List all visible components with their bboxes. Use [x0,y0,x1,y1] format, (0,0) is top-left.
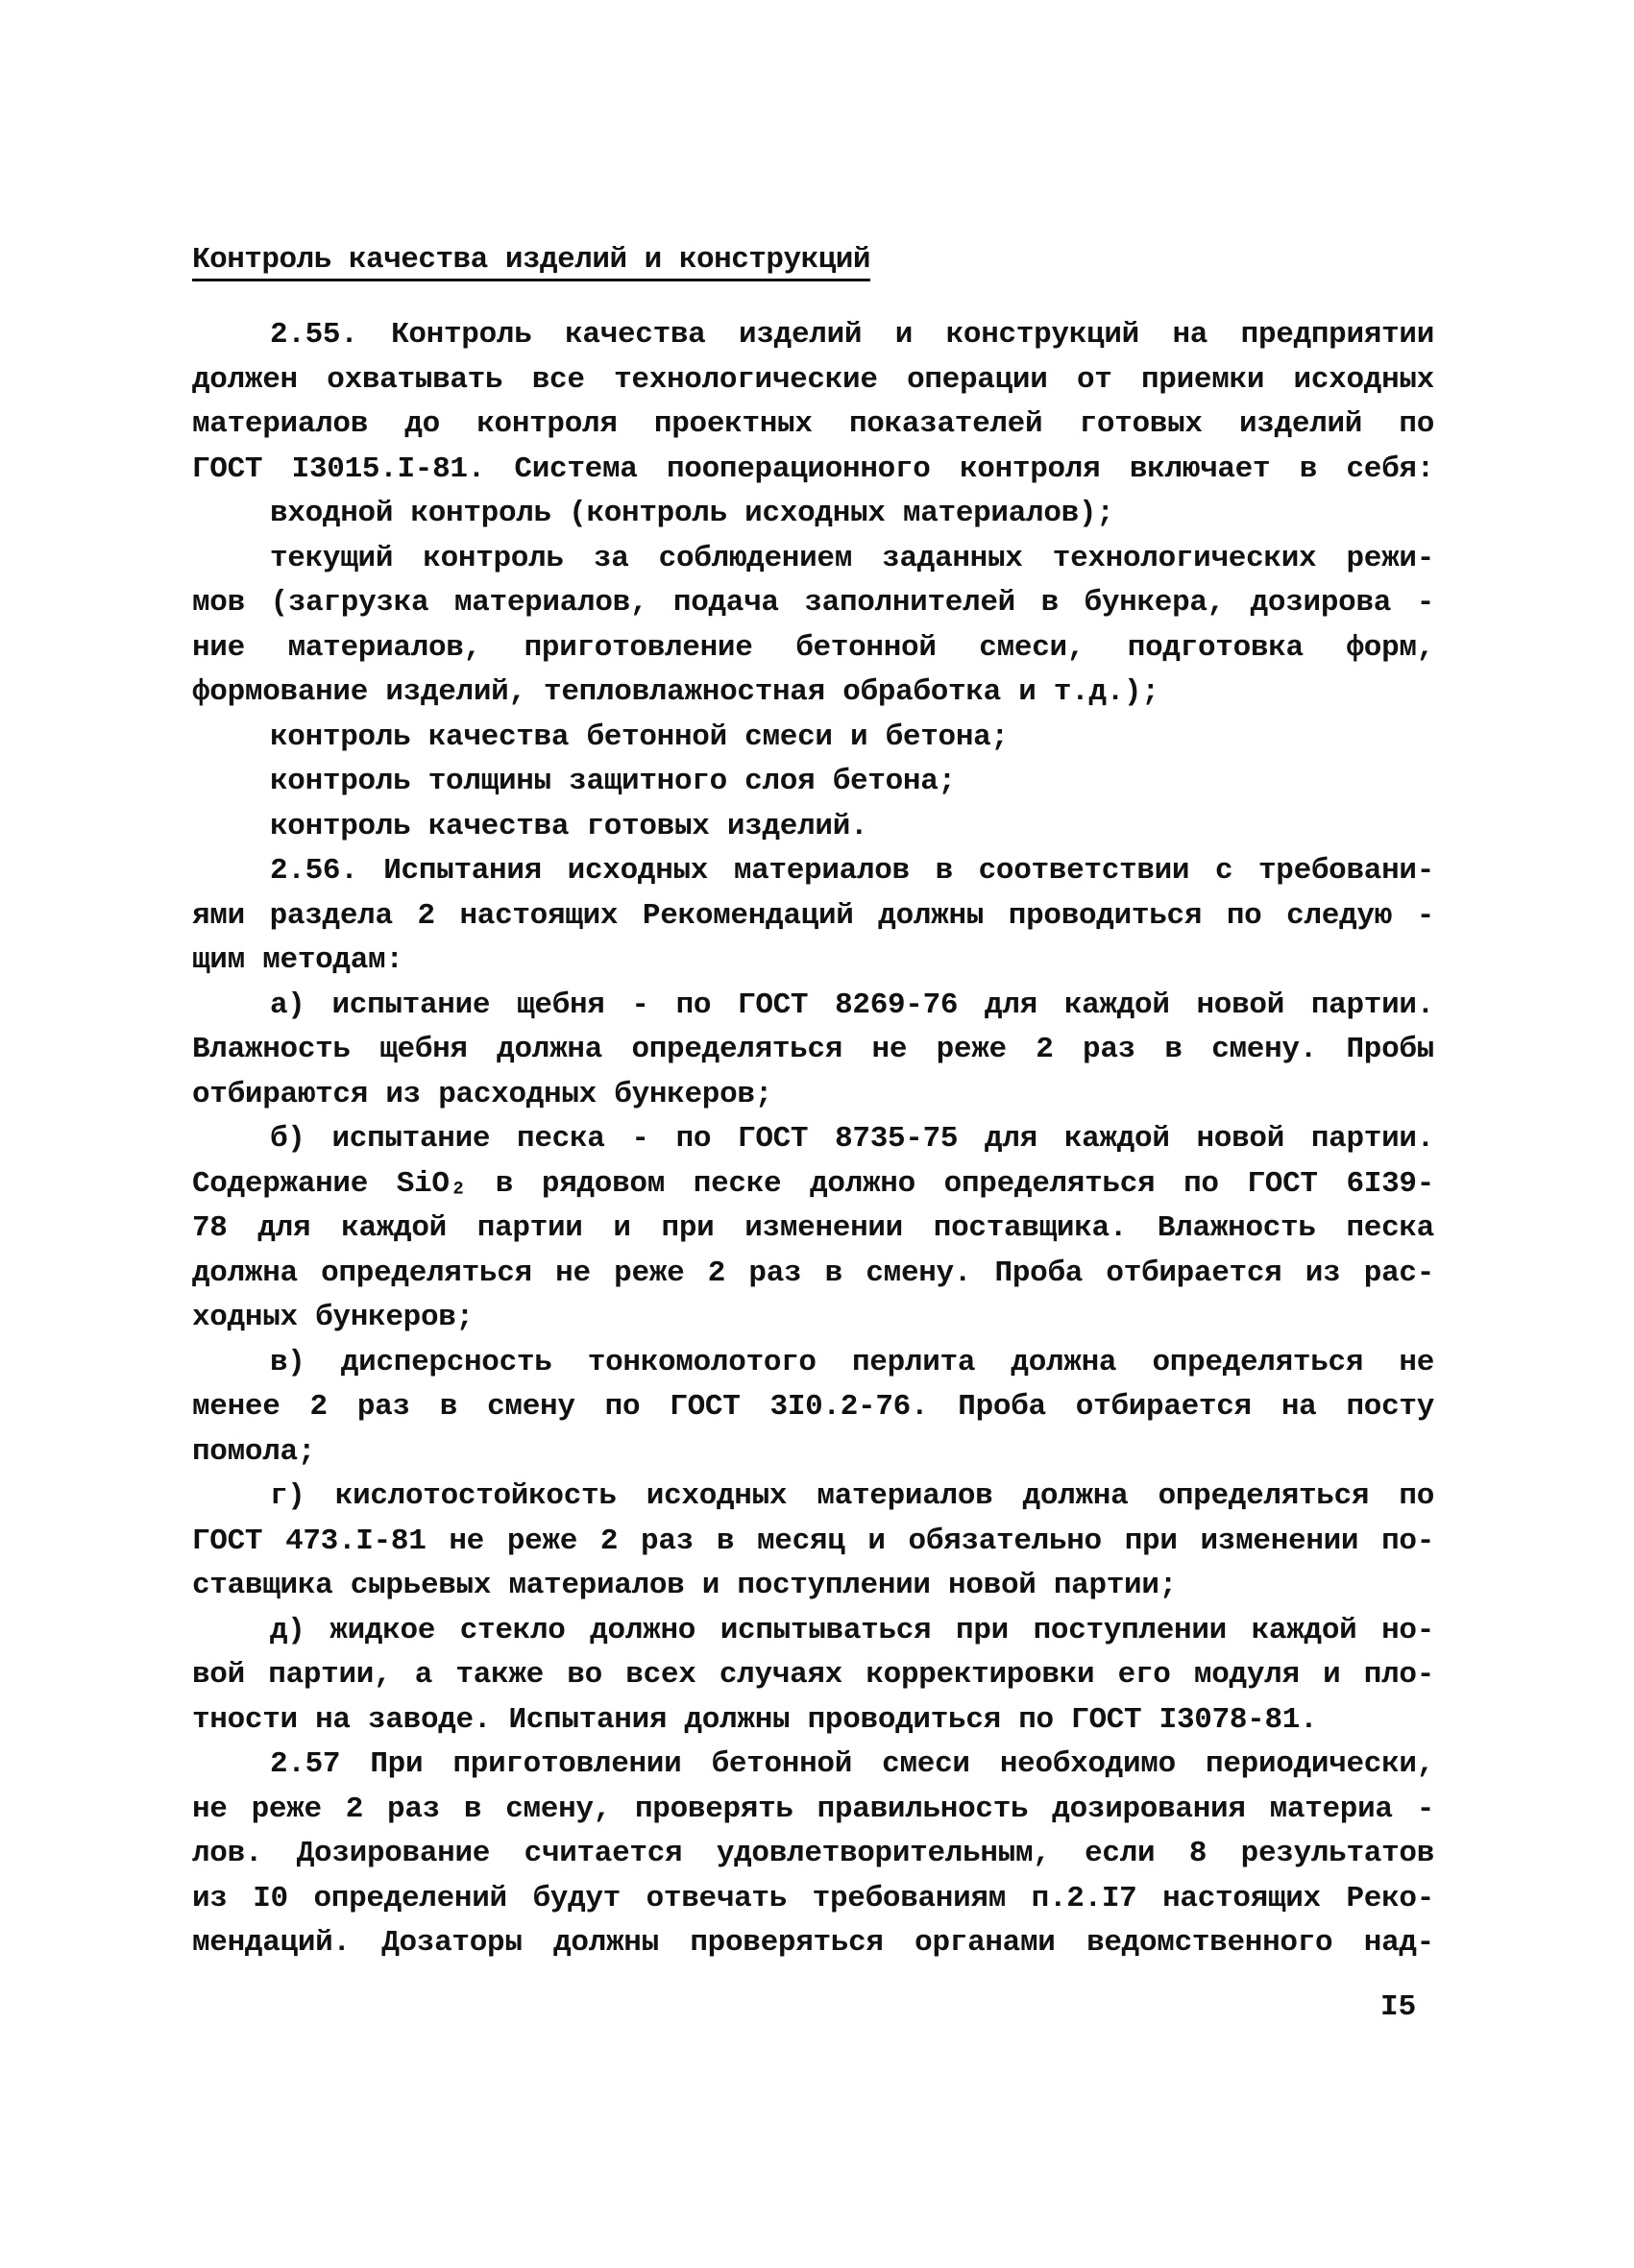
text-line: тности на заводе. Испытания должны проводиться по ГОСТ I3078-81. [192,1702,1318,1737]
text-line: Влажность щебня должна определяться не реже 2 раз в смену. Пробы [192,1033,1434,1066]
text-line: мендаций. Дозаторы должны проверяться органами ведомственного над- [192,1926,1434,1960]
text-line: входной контроль (контроль исходных материалов); [270,497,1114,530]
text-line: текущий контроль за соблюдением заданных технологических режи- [270,541,1434,575]
text-line: не реже 2 раз в смену, проверять правильность дозирования материа - [192,1792,1434,1826]
page-number: I5 [1380,1990,1417,2024]
text-line: 2.57 При приготовлении бетонной смеси необходимо периодически, [270,1747,1434,1781]
text-line: должна определяться не реже 2 раз в смену. Проба отбирается из рас- [192,1256,1434,1290]
section-heading: Контроль качества изделий и конструкций [192,242,870,281]
text-line: ние материалов, приготовление бетонной смеси, подготовка форм, [192,630,1434,665]
text-line: а) испытание щебня - по ГОСТ 8269-76 для каждой новой партии. [270,988,1434,1022]
text-line: в) дисперсность тонкомолотого перлита должна определяться не [270,1345,1434,1379]
text-line: контроль качества бетонной смеси и бетона; [270,719,1009,754]
text-line: 78 для каждой партии и при изменении поставщика. Влажность песка [192,1211,1434,1245]
text-line: щим методам: [192,943,403,977]
text-line: помола; [192,1434,316,1469]
text-line: ГОСТ I3015.I-81. Система пооперационного контроля включает в себя: [192,451,1434,486]
text-line: ГОСТ 473.I-81 не реже 2 раз в месяц и обязательно при изменении по- [192,1524,1434,1558]
text-line: лов. Дозирование считается удовлетворительным, если 8 результатов [192,1837,1434,1870]
text-line: менее 2 раз в смену по ГОСТ 3I0.2-76. Проба отбирается на посту [192,1390,1434,1424]
text-line: Содержание SiO₂ в рядовом песке должно определяться по ГОСТ 6I39- [192,1166,1434,1201]
text-line: отбираются из расходных бункеров; [192,1077,773,1111]
text-line: формование изделий, тепловлажностная обработка и т.д.); [192,675,1159,709]
text-line: ходных бункеров; [192,1301,474,1334]
text-line: вой партии, а также во всех случаях корректировки его модуля и пло- [192,1658,1434,1692]
text-line: г) кислотостойкость исходных материалов должна определяться по [270,1479,1434,1513]
text-line: ставщика сырьевых материалов и поступлении новой партии; [192,1569,1177,1602]
text-line: контроль толщины защитного слоя бетона; [270,765,956,798]
text-line: б) испытание песка - по ГОСТ 8735-75 для каждой новой партии. [270,1122,1434,1156]
text-line: д) жидкое стекло должно испытываться при поступлении каждой но- [270,1613,1434,1647]
text-line: из I0 определений будут отвечать требованиям п.2.I7 настоящих Реко- [192,1881,1434,1915]
text-line: 2.55. Контроль качества изделий и конструкций на предприятии [270,318,1434,352]
text-line: мов (загрузка материалов, подача заполнителей в бункера, дозирова - [192,586,1434,620]
text-line: материалов до контроля проектных показателей готовых изделий по [192,407,1434,441]
text-line: должен охватывать все технологические операции от приемки исходных [192,362,1434,397]
text-line: 2.56. Испытания исходных материалов в соответствии с требовани- [270,854,1434,888]
text-line: ями раздела 2 настоящих Рекомендаций должны проводиться по следую - [192,898,1434,933]
text-line: контроль качества готовых изделий. [270,809,868,843]
